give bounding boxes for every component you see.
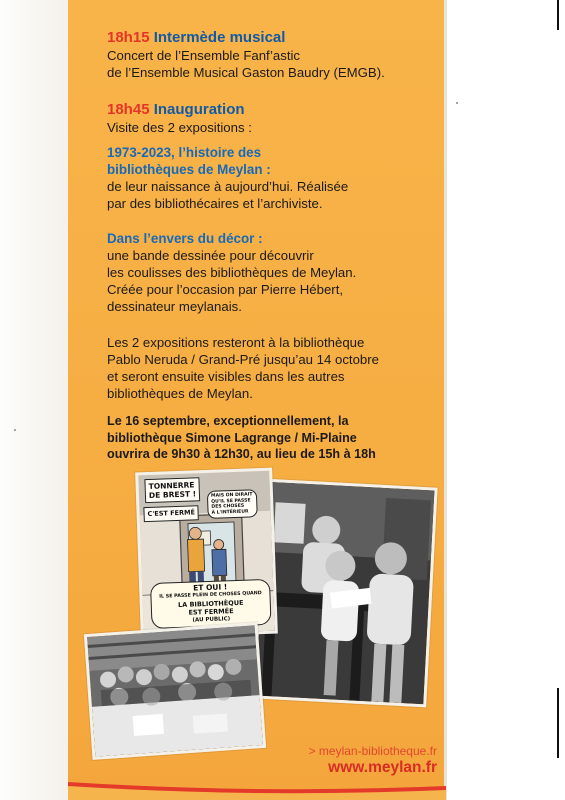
comic-bubble-mais <box>207 489 258 519</box>
footer-www-link[interactable]: www.meylan.fr <box>328 759 437 776</box>
expo-decor <box>107 230 437 315</box>
comic-bubble-et-oui-line-2: IL SE PASSE PLEIN DE CHOSES QUAND <box>159 591 262 600</box>
footer-swoosh <box>68 772 446 800</box>
time-1815: 18h15 <box>107 29 150 46</box>
expo-history <box>107 144 437 212</box>
comic-bubble-et-oui-line-3: LA BIBLIOTHÈQUE <box>177 598 244 610</box>
notice-line-4: bibliothèques de Meylan. <box>107 386 253 401</box>
special-opening <box>107 413 437 463</box>
music-line-1: Concert de l’Ensemble Fanf’astic <box>107 48 301 63</box>
expo1-title-line-2: bibliothèques de Meylan : <box>107 162 271 177</box>
comic-bubble-et-oui-line-1: ET OUI ! <box>192 582 228 593</box>
comic-bubble-tonnerre-line-1: TONNERRE <box>148 480 195 491</box>
comic-sign-ferme-text: C'EST FERMÉ <box>147 508 196 519</box>
notice-line-1: Les 2 expositions resteront à la bibliothèque <box>107 335 365 350</box>
title-intermede: Intermède musical <box>153 29 286 46</box>
time-1845: 18h45 <box>107 101 150 118</box>
photo-group-library <box>84 622 266 760</box>
expo2-line-1: une bande dessinée pour découvrir <box>107 248 314 263</box>
notice-line-3: et seront ensuite visibles dans les autres <box>107 369 345 384</box>
comic-sign-ferme <box>143 505 199 522</box>
comic-bubble-mais-line-4: À L'INTÉRIEUR <box>211 509 249 516</box>
schedule-item-inauguration <box>107 100 437 136</box>
special-line-3: ouvrira de 9h30 à 12h30, au lieu de 15h à 18h <box>107 447 376 461</box>
scan-dot <box>456 102 458 104</box>
expo2-line-3: Créée pour l’occasion par Pierre Hébert, <box>107 282 344 297</box>
comic-bubble-et-oui-line-5: (AU PUBLIC) <box>192 616 231 624</box>
comic-bubble-tonnerre <box>144 477 200 503</box>
expo2-title: Dans l’envers du décor : <box>107 231 263 246</box>
scan-dot <box>14 429 16 431</box>
children-reading-illustration <box>256 482 435 704</box>
footer-bibliotheque-link[interactable]: > meylan-bibliotheque.fr <box>308 744 437 758</box>
scan-mark-top <box>557 0 559 30</box>
expo1-line-1: de leur naissance à aujourd’hui. Réalisée <box>107 179 349 194</box>
left-margin <box>0 0 68 800</box>
title-inauguration: Inauguration <box>153 101 245 118</box>
exhibition-notice <box>107 334 437 402</box>
comic-bubble-mais-line-2: QU'IL SE PASSE <box>211 497 251 505</box>
comic-bubble-et-oui-line-4: EST FERMÉE <box>188 607 234 617</box>
inauguration-intro: Visite des 2 expositions : <box>107 120 252 135</box>
schedule-item-music <box>107 28 437 81</box>
expo1-title-line-1: 1973-2023, l’histoire des <box>107 145 262 160</box>
comic-bubble-mais-line-3: DES CHOSES <box>211 503 245 510</box>
comic-bubble-tonnerre-line-2: DE BREST ! <box>148 489 197 500</box>
group-library-illustration <box>87 625 263 756</box>
right-margin <box>447 0 565 800</box>
special-line-2: bibliothèque Simone Lagrange / Mi-Plaine <box>107 430 357 445</box>
special-line-1: Le 16 septembre, exceptionnellement, la <box>107 414 349 428</box>
expo2-line-4: dessinateur meylanais. <box>107 299 242 314</box>
expo1-line-2: par des bibliothécaires et l’archiviste. <box>107 196 323 211</box>
comic-bubble-mais-line-1: MAIS ON DIRAIT <box>210 492 253 499</box>
scan-mark-bottom <box>557 688 559 758</box>
expo2-line-2: les coulisses des bibliothèques de Meylan. <box>107 265 357 280</box>
comic-panel <box>135 468 278 639</box>
music-line-2: de l’Ensemble Musical Gaston Baudry (EMGB). <box>107 65 385 80</box>
notice-line-2: Pablo Neruda / Grand-Pré jusqu’au 14 octobre <box>107 352 379 367</box>
photo-children-reading <box>252 479 437 708</box>
